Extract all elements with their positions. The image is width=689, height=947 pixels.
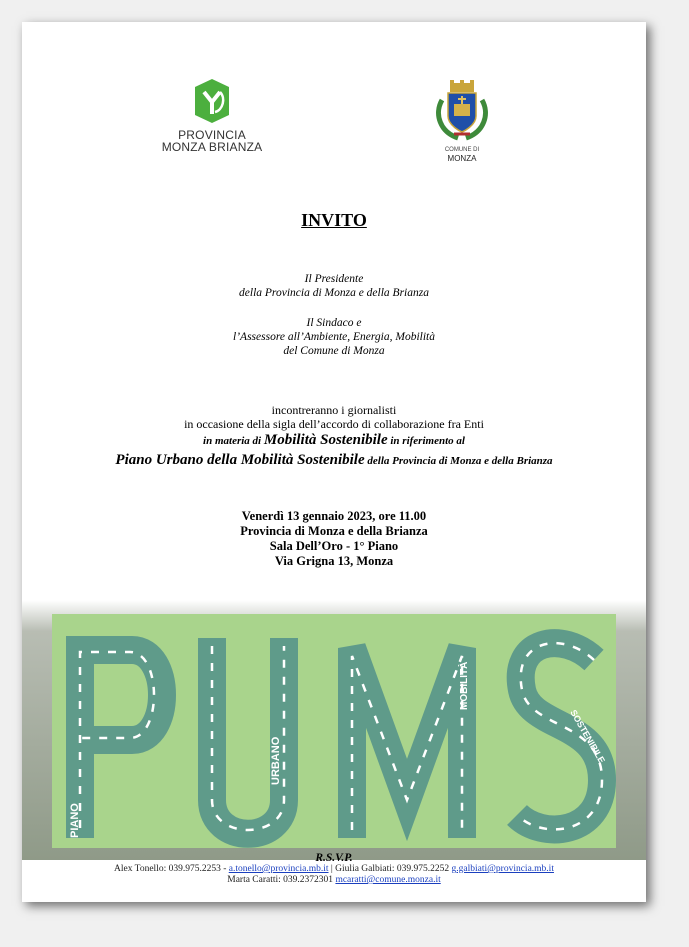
intro-line3 (22, 431, 646, 450)
rsvp-title: R.S.V.P. (315, 852, 353, 864)
provincia-name-line1: PROVINCIA (178, 128, 246, 142)
monza-label: MONZA (447, 154, 477, 163)
provincia-logo (142, 78, 282, 153)
pums-banner (22, 600, 646, 860)
rsvp-line2 (22, 875, 646, 886)
sindaco-block (22, 316, 646, 358)
rsvp-line1 (22, 864, 646, 875)
intro-line4-post: della Provincia di Monza e della Brianza (364, 455, 553, 467)
event-room: Sala Dell’Oro - 1° Piano (269, 539, 399, 553)
intro-line3-pre: in materia di (203, 435, 264, 447)
intro-line1: incontreranno i giornalisti (271, 403, 397, 417)
contact-separator: | Giulia Galbiati: 039.975.2252 (328, 864, 452, 874)
sindaco-line3: del Comune di Monza (283, 345, 385, 357)
presidente-line1: Il Presidente (304, 273, 364, 285)
invitation-page (22, 22, 646, 902)
sindaco-line1: Il Sindaco e (306, 317, 362, 329)
provincia-name-line2: MONZA BRIANZA (161, 140, 263, 154)
intro-line2: in occasione della sigla dell’accordo di collaborazione fra Enti (184, 417, 484, 431)
event-place: Provincia di Monza e della Brianza (240, 524, 428, 538)
contact1-email-link[interactable]: a.tonello@provincia.mb.it (228, 864, 329, 874)
presidente-line2: della Provincia di Monza e della Brianza (239, 287, 429, 299)
monza-crest-icon (432, 80, 492, 142)
contact1-name: Alex Tonello: 039.975.2253 - (114, 864, 229, 874)
label-sostenibile: SOSTENIBILE (568, 708, 607, 765)
comune-label: COMUNE DI (444, 147, 480, 153)
label-mobilita: MOBILITÀ (459, 661, 470, 710)
intro-line3-big: Mobilità Sostenibile (263, 432, 388, 448)
sindaco-line2: l’Assessore all’Ambiente, Energia, Mobilità (233, 331, 435, 343)
intro-line3-post: in riferimento al (387, 435, 465, 447)
presidente-block (22, 272, 646, 300)
intro-line4 (22, 450, 646, 471)
comune-monza-logo (427, 80, 497, 163)
contact2-email-link[interactable]: g.galbiati@provincia.mb.it (451, 864, 554, 874)
event-date: Venerdì 13 gennaio 2023, ore 11.00 (241, 509, 427, 523)
intro-line4-big: Piano Urbano della Mobilità Sostenibile (115, 452, 365, 468)
contact3-name: Marta Caratti: 039.2372301 (227, 875, 336, 885)
invito-title: INVITO (301, 210, 367, 230)
provincia-emblem-icon (193, 78, 231, 124)
contact3-email-link[interactable]: mcaratti@comune.monza.it (335, 875, 441, 885)
label-piano: PIANO (69, 803, 81, 838)
intro-block (22, 403, 646, 471)
label-urbano: URBANO (270, 736, 282, 785)
rsvp-block (22, 852, 646, 886)
event-address: Via Grigna 13, Monza (274, 554, 394, 568)
event-block (22, 509, 646, 569)
